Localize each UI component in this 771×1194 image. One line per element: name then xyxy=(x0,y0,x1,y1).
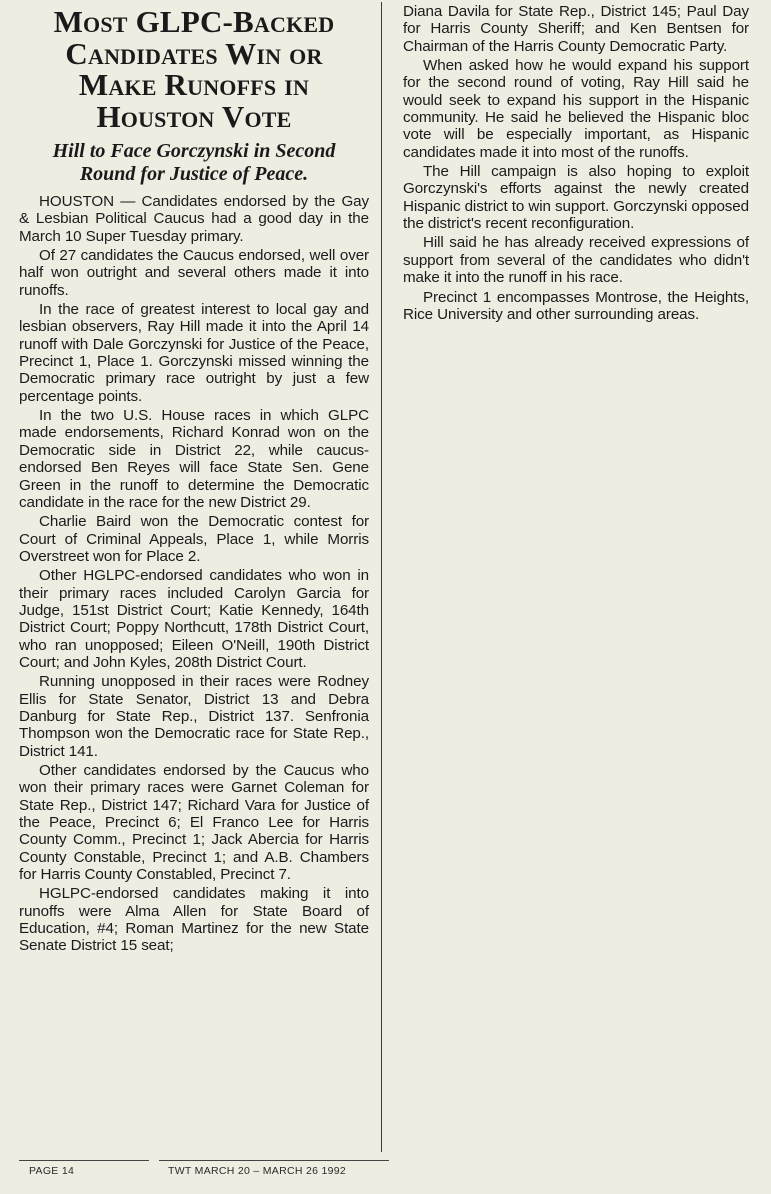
footer-rule xyxy=(159,1160,389,1161)
body-paragraph: Diana Davila for State Rep., District 145; Paul Day for Harris County Sheriff; and Ken Bentsen for Chairman of the Harris County Democratic Party. xyxy=(403,3,749,55)
page-footer xyxy=(19,1160,389,1182)
body-paragraph: In the two U.S. House races in which GLPC made endorsements, Richard Konrad won on the Democratic side in District 22, while caucus-endorsed Ben Reyes will face State Sen. Gene Green in the runoff to determine the Democratic candidate in the race for the new District 29. xyxy=(19,407,369,511)
body-paragraph: HOUSTON — Candidates endorsed by the Gay & Lesbian Political Caucus had a good day in the March 10 Super Tuesday primary. xyxy=(19,193,369,245)
footer-rule xyxy=(19,1160,149,1161)
body-paragraph: Hill said he has already received expressions of support from several of the candidates who didn't make it into the runoff in his race. xyxy=(403,234,749,287)
body-paragraph: HGLPC-endorsed candidates making it into runoffs were Alma Allen for State Board of Education, #4; Roman Martinez for the new State Senate District 15 seat; xyxy=(19,885,369,955)
subhead-line: Hill to Face Gorczynski in Second xyxy=(52,140,336,162)
headline-line: Candidates Win or xyxy=(65,35,323,71)
body-paragraph: The Hill campaign is also hoping to exploit Gorczynski's efforts against the newly created Hispanic district to win support. Gorczynski opposed the district's recent reconfiguration. xyxy=(403,163,749,233)
body-paragraph: Other candidates endorsed by the Caucus who won their primary races were Garnet Coleman for State Rep., District 147; Richard Vara for Justice of the Peace, Precinct 6; El Franco Lee for Harris County Comm., Precinct 1; Jack Abercia for Harris County Constable, Precinct 1; and A.B. Chambers for Harris County Constabled, Precinct 7. xyxy=(19,762,369,884)
issue-date: TWT MARCH 20 – MARCH 26 1992 xyxy=(168,1165,347,1177)
body-paragraph: Of 27 candidates the Caucus endorsed, well over half won outright and several others made it into runoffs. xyxy=(19,247,369,299)
body-paragraph: When asked how he would expand his support for the second round of voting, Ray Hill said he would seek to expand his support in the Hispanic community. He said he believed the Hispanic bloc vote will be especially important, as Hispanic candidates made it into most of the runoffs. xyxy=(403,57,749,161)
body-paragraph: Other HGLPC-endorsed candidates who won in their primary races included Carolyn Garcia for Judge, 151st District Court; Katie Kennedy, 164th District Court; Poppy Northcutt, 178th District Court, who ran unopposed; Eileen O'Neill, 190th District Court; and John Kyles, 208th District Court. xyxy=(19,567,369,671)
body-paragraph: In the race of greatest interest to local gay and lesbian observers, Ray Hill made it into the April 14 runoff with Dale Gorczynski for Justice of the Peace, Precinct 1, Place 1. Gorczynski missed winning the Democratic primary race outright by just a few percentage points. xyxy=(19,301,369,405)
headline-line: Most GLPC-Backed xyxy=(53,4,335,39)
subhead-line: Round for Justice of Peace. xyxy=(79,162,309,185)
article-subhead xyxy=(19,140,369,185)
column-divider xyxy=(381,2,382,1152)
right-column xyxy=(403,3,749,323)
body-paragraph: Charlie Baird won the Democratic contest for Court of Criminal Appeals, Place 1, while Morris Overstreet won for Place 2. xyxy=(19,513,369,565)
headline-line: Make Runoffs in xyxy=(78,67,310,102)
headline-line: Houston Vote xyxy=(96,98,292,134)
body-paragraph: Precinct 1 encompasses Montrose, the Heights, Rice University and other surrounding areas. xyxy=(403,288,749,323)
left-column xyxy=(19,0,369,955)
body-paragraph: Running unopposed in their races were Rodney Ellis for State Senator, District 13 and Debra Danburg for State Rep., District 137. Senfronia Thompson won the Democratic race for State Rep., District 141. xyxy=(19,673,369,760)
article-headline xyxy=(19,6,369,132)
left-column-body xyxy=(19,193,369,955)
page-number: PAGE 14 xyxy=(29,1165,75,1177)
